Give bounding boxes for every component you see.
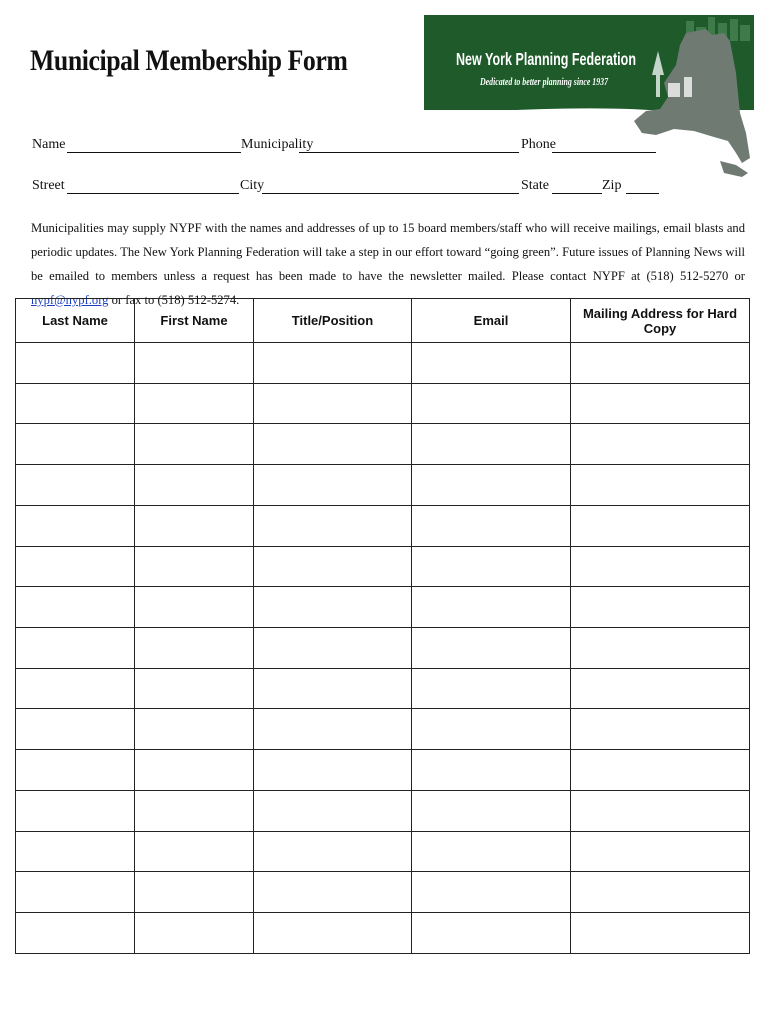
table-header-row — [16, 299, 750, 343]
email-cell[interactable] — [412, 913, 571, 954]
title-cell[interactable] — [254, 465, 412, 506]
title-cell[interactable] — [254, 587, 412, 628]
column-header-last-name: Last Name — [16, 299, 135, 343]
title-cell[interactable] — [254, 424, 412, 465]
page-title: Municipal Membership Form — [30, 44, 348, 77]
first-name-cell[interactable] — [135, 628, 254, 669]
table-row — [16, 790, 750, 831]
title-cell[interactable] — [254, 872, 412, 913]
first-name-cell[interactable] — [135, 872, 254, 913]
table-row — [16, 587, 750, 628]
first-name-cell[interactable] — [135, 750, 254, 791]
email-cell[interactable] — [412, 750, 571, 791]
last-name-cell[interactable] — [16, 750, 135, 791]
first-name-cell[interactable] — [135, 668, 254, 709]
first-name-cell[interactable] — [135, 343, 254, 384]
last-name-cell[interactable] — [16, 465, 135, 506]
column-header-mailing-address: Mailing Address for Hard Copy — [571, 299, 750, 343]
first-name-cell[interactable] — [135, 831, 254, 872]
table-row — [16, 913, 750, 954]
mailing-address-cell[interactable] — [571, 465, 750, 506]
title-cell[interactable] — [254, 628, 412, 669]
title-cell[interactable] — [254, 750, 412, 791]
street-label: Street — [32, 178, 65, 193]
logo-tagline: Dedicated to better planning since 1937 — [479, 76, 609, 88]
table-body — [16, 343, 750, 954]
first-name-cell[interactable] — [135, 709, 254, 750]
email-cell[interactable] — [412, 831, 571, 872]
mailing-address-cell[interactable] — [571, 343, 750, 384]
membership-table — [15, 298, 750, 954]
name-field[interactable] — [67, 152, 241, 153]
email-cell[interactable] — [412, 587, 571, 628]
last-name-cell[interactable] — [16, 424, 135, 465]
email-cell[interactable] — [412, 424, 571, 465]
zip-field[interactable] — [626, 193, 659, 194]
title-cell[interactable] — [254, 831, 412, 872]
table-row — [16, 831, 750, 872]
email-cell[interactable] — [412, 343, 571, 384]
name-label: Name — [32, 137, 66, 152]
title-cell[interactable] — [254, 790, 412, 831]
mailing-address-cell[interactable] — [571, 913, 750, 954]
last-name-cell[interactable] — [16, 790, 135, 831]
email-cell[interactable] — [412, 790, 571, 831]
mailing-address-cell[interactable] — [571, 872, 750, 913]
mailing-address-cell[interactable] — [571, 668, 750, 709]
title-cell[interactable] — [254, 343, 412, 384]
mailing-address-cell[interactable] — [571, 628, 750, 669]
table-row — [16, 465, 750, 506]
first-name-cell[interactable] — [135, 383, 254, 424]
mailing-address-cell[interactable] — [571, 383, 750, 424]
mailing-address-cell[interactable] — [571, 424, 750, 465]
email-cell[interactable] — [412, 383, 571, 424]
table-row — [16, 343, 750, 384]
logo-org-name: New York Planning Federation — [456, 49, 636, 69]
email-cell[interactable] — [412, 465, 571, 506]
table-row — [16, 750, 750, 791]
mailing-address-cell[interactable] — [571, 790, 750, 831]
nypf-logo-graphic — [424, 13, 756, 188]
last-name-cell[interactable] — [16, 505, 135, 546]
last-name-cell[interactable] — [16, 383, 135, 424]
last-name-cell[interactable] — [16, 668, 135, 709]
first-name-cell[interactable] — [135, 546, 254, 587]
column-header-email: Email — [412, 299, 571, 343]
table-row — [16, 668, 750, 709]
nypf-logo — [424, 13, 756, 188]
zip-label: Zip — [602, 178, 622, 193]
first-name-cell[interactable] — [135, 790, 254, 831]
email-cell[interactable] — [412, 546, 571, 587]
last-name-cell[interactable] — [16, 587, 135, 628]
last-name-cell[interactable] — [16, 709, 135, 750]
table-row — [16, 872, 750, 913]
phone-label: Phone — [521, 137, 556, 152]
city-field[interactable] — [262, 193, 519, 194]
title-cell[interactable] — [254, 709, 412, 750]
last-name-cell[interactable] — [16, 831, 135, 872]
mailing-address-cell[interactable] — [571, 546, 750, 587]
email-cell[interactable] — [412, 505, 571, 546]
email-cell[interactable] — [412, 668, 571, 709]
last-name-cell[interactable] — [16, 913, 135, 954]
municipality-label: Municipality — [241, 137, 314, 152]
table-row — [16, 383, 750, 424]
street-field[interactable] — [67, 193, 239, 194]
column-header-title: Title/Position — [254, 299, 412, 343]
first-name-cell[interactable] — [135, 587, 254, 628]
title-cell[interactable] — [254, 383, 412, 424]
state-field[interactable] — [552, 193, 602, 194]
email-cell[interactable] — [412, 709, 571, 750]
municipality-field[interactable] — [299, 152, 519, 153]
phone-field[interactable] — [552, 152, 656, 153]
email-link[interactable]: nypf@nypf.org — [31, 293, 109, 307]
email-cell[interactable] — [412, 872, 571, 913]
mailing-address-cell[interactable] — [571, 505, 750, 546]
column-header-first-name: First Name — [135, 299, 254, 343]
mailing-address-cell[interactable] — [571, 587, 750, 628]
table-row — [16, 505, 750, 546]
first-name-cell[interactable] — [135, 424, 254, 465]
email-cell[interactable] — [412, 628, 571, 669]
instructions-text-end: or fax to (518) 512-5274. — [108, 293, 240, 307]
title-cell[interactable] — [254, 505, 412, 546]
city-label: City — [240, 178, 265, 193]
first-name-cell[interactable] — [135, 913, 254, 954]
table-row — [16, 709, 750, 750]
table-row — [16, 628, 750, 669]
last-name-cell[interactable] — [16, 628, 135, 669]
mailing-address-cell[interactable] — [571, 750, 750, 791]
table-row — [16, 424, 750, 465]
last-name-cell[interactable] — [16, 546, 135, 587]
table-row — [16, 546, 750, 587]
instructions-text: Municipalities may supply NYPF with the names and addresses of up to 15 board members/staff who will receive mailings, email blasts and periodic updates. The New York Planning Federation will take a step in our effort toward “going green”. Future issues of Planning News will be emailed to members unless a request has been made to have the newsletter mailed. Please contact NYPF at (518) 512-5270 or — [31, 221, 745, 283]
title-cell[interactable] — [254, 668, 412, 709]
mailing-address-cell[interactable] — [571, 709, 750, 750]
last-name-cell[interactable] — [16, 872, 135, 913]
first-name-cell[interactable] — [135, 505, 254, 546]
title-cell[interactable] — [254, 546, 412, 587]
mailing-address-cell[interactable] — [571, 831, 750, 872]
last-name-cell[interactable] — [16, 343, 135, 384]
title-cell[interactable] — [254, 913, 412, 954]
first-name-cell[interactable] — [135, 465, 254, 506]
state-label: State — [521, 178, 549, 193]
